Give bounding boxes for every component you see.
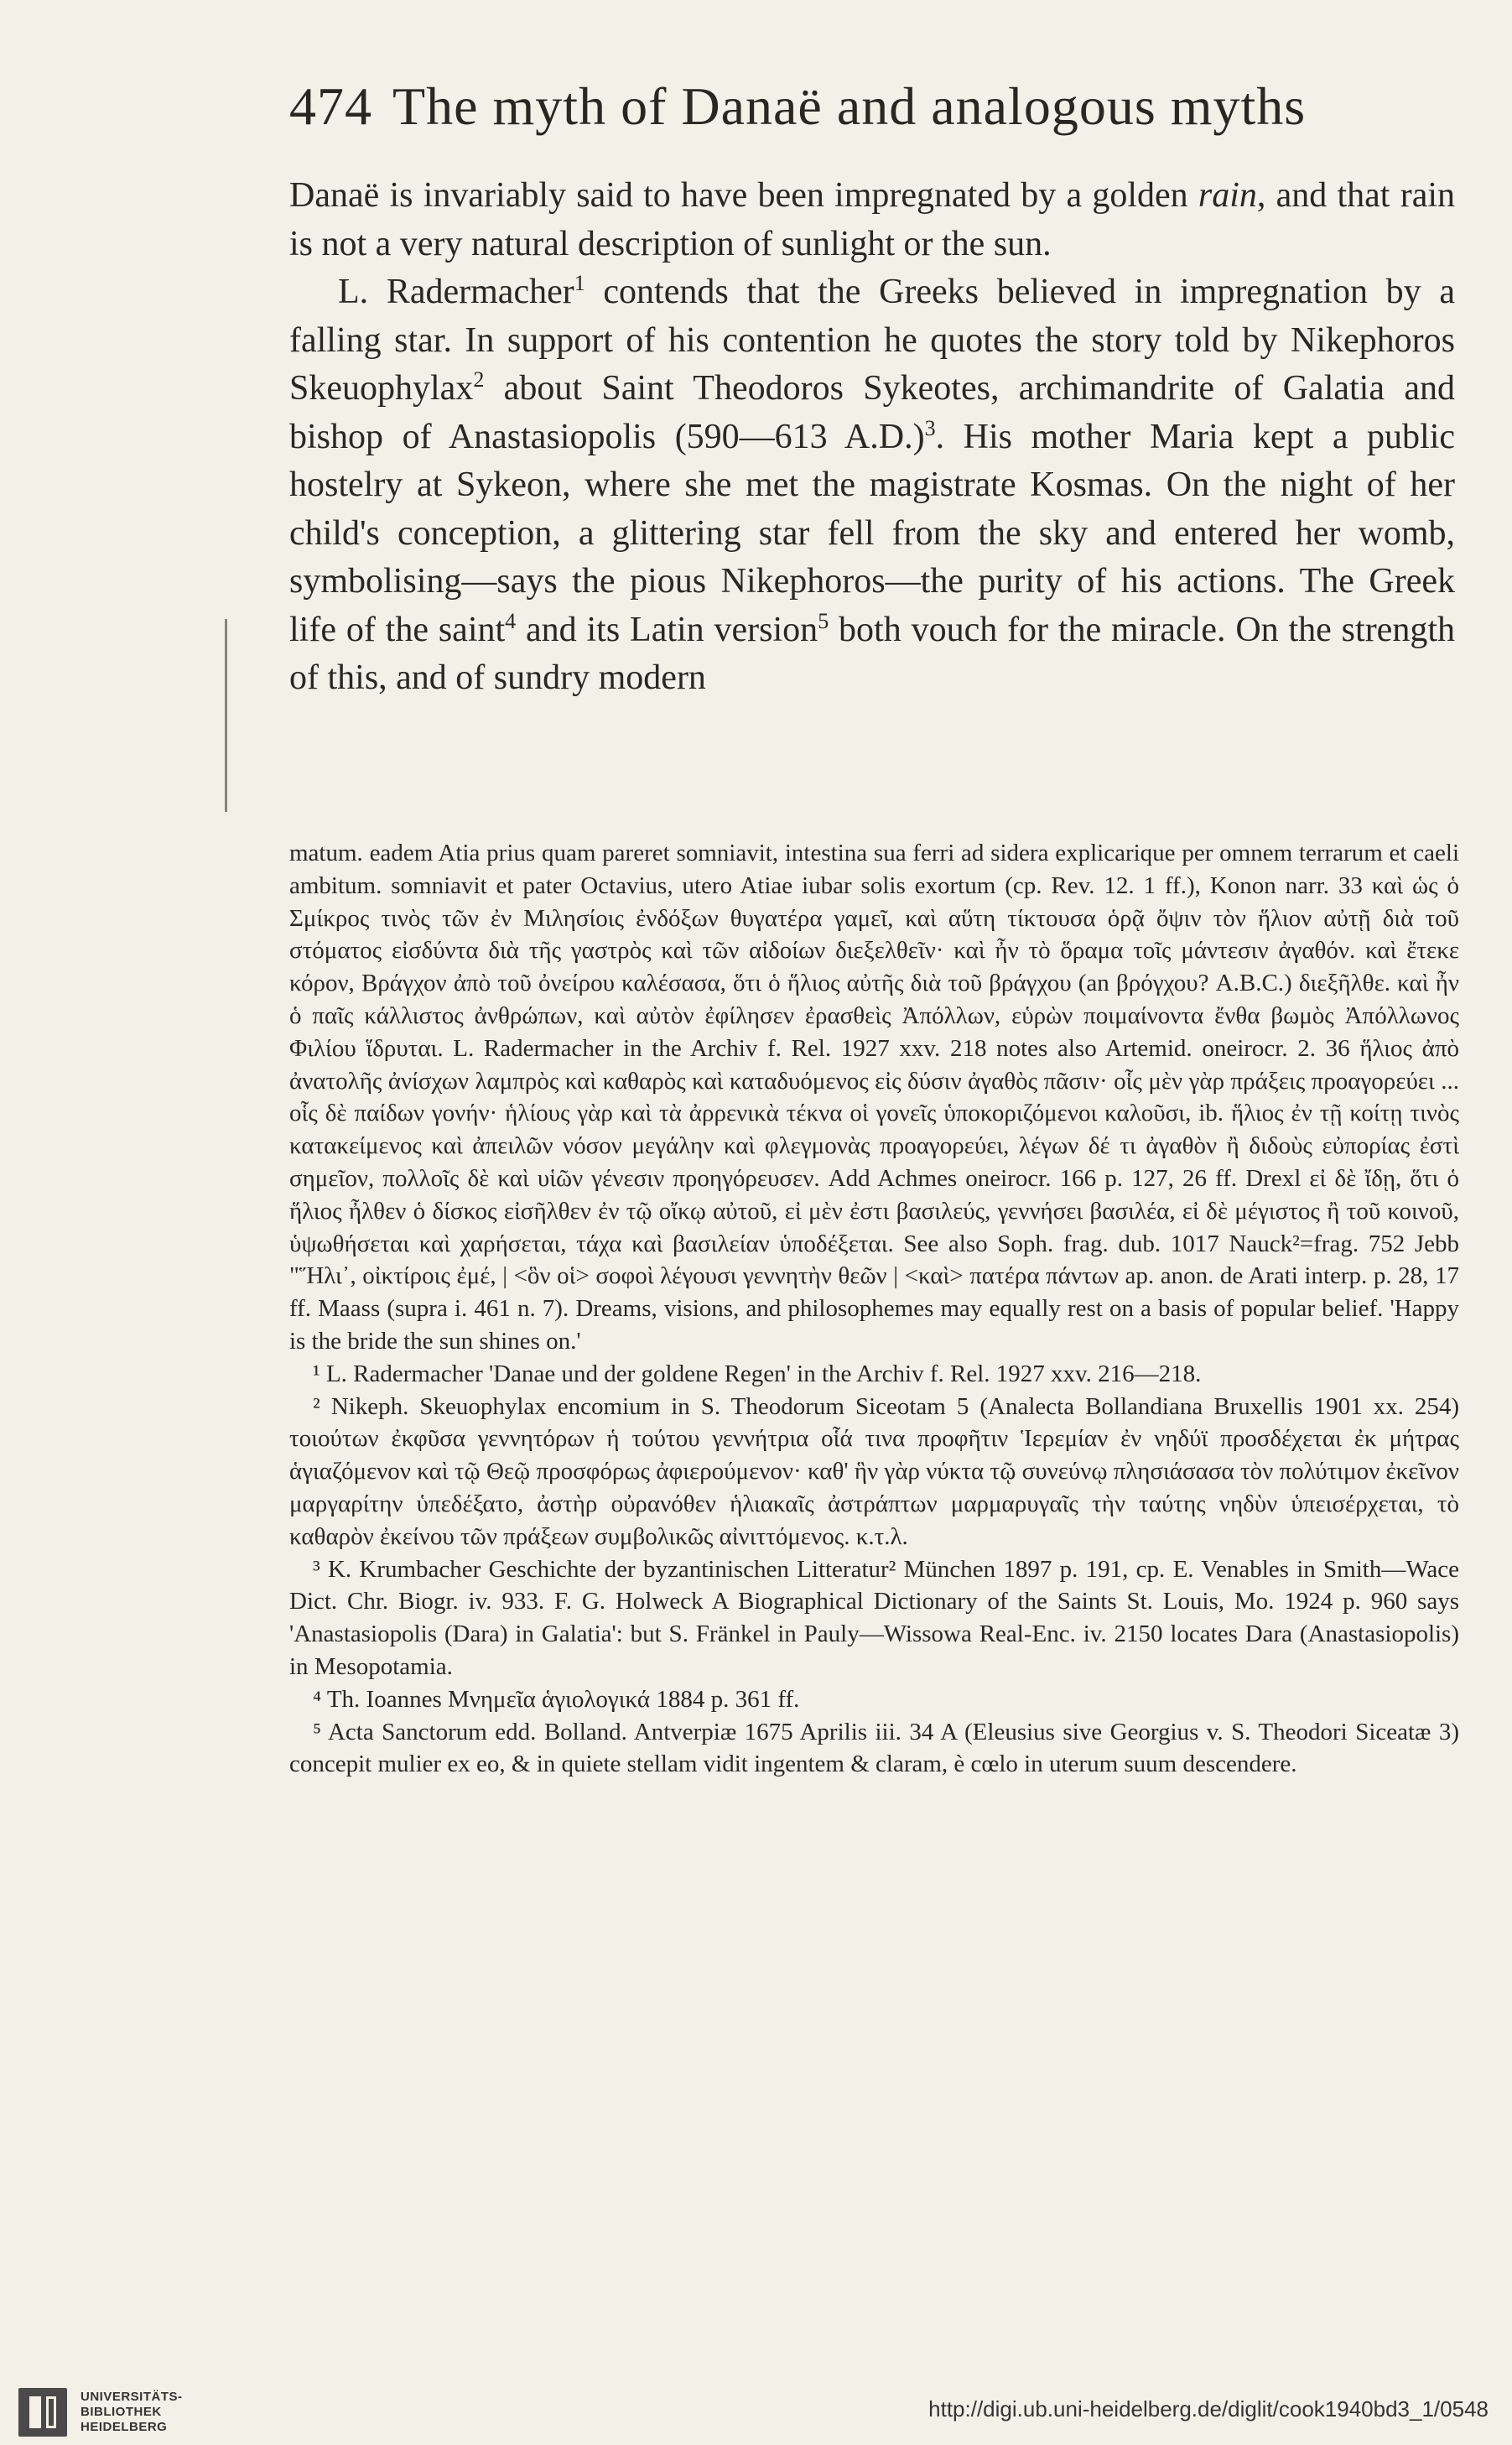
- text-run: Danaë is invariably said to have been impregnated by a golden: [289, 176, 1198, 215]
- text-run: and its Latin version: [516, 610, 818, 649]
- text-run: , and that rain is not a very natural description of sunlight or the sun.: [289, 176, 1456, 263]
- footnotes: [289, 837, 1459, 1781]
- text-run: both vouch for the miracle. On the strength of this, and of sundry modern: [289, 610, 1455, 697]
- text-run: about Saint Theodoros Sykeotes, archimandrite of Galatia and bishop of Anastasiopolis (590—613 A.D.): [289, 369, 1455, 456]
- margin-mark: [225, 619, 227, 812]
- footnote-ref-1: 1: [574, 271, 585, 295]
- footnote-ref-2: 2: [473, 367, 485, 392]
- footnote-ref-4: 4: [505, 608, 517, 633]
- footnote-3: ³ K. Krumbacher Geschichte der byzantinischen Litteratur² München 1897 p. 191, cp. E. Venables in Smith—Wace Dict. Chr. Biogr. iv. 933. F. G. Holweck A Biographical Dictionary of the Saints St. Louis, Mo. 1924 p. 960 says 'Anastasiopolis (Dara) in Galatia': but S. Fränkel in Pauly—Wissowa Real-Enc. iv. 2150 locates Dara (Anastasiopolis) in Mesopotamia.: [289, 1555, 1459, 1680]
- footnote-ref-5: 5: [818, 608, 829, 633]
- library-name-line: BIBLIOTHEK: [81, 2405, 162, 2419]
- text-run: contends that the Greeks believed in impregnation by a falling star. In support of his contention he quotes the story told by Nikephoros Skeuophylax: [289, 273, 1455, 408]
- library-name-line: HEIDELBERG: [81, 2420, 168, 2434]
- page-number: 474: [289, 76, 372, 136]
- university-library-logo-icon: [18, 2388, 67, 2437]
- footnote-continuation: matum. eadem Atia prius quam pareret somniavit, intestina sua ferri ad sidera explicarique per omnem terrarum et caeli ambitum. somniavit et pater Octavius, utero Atiae iubar solis exortum (cp. Rev. 12. 1 ff.), Konon narr. 33 καὶ ὡς ὁ Σμίκρος τινὸς τῶν ἐν Μιλησίοις ἐνδόξων θυγατέρα γαμεῖ, καὶ αὕτη τίκτουσα ὁρᾷ ὄψιν τὸν ἥλιον αὐτῇ διὰ τοῦ στόματος εἰσδύντα διὰ τῆς γαστρὸς καὶ τῶν αἰδοίων διεξελθεῖν· καὶ ἦν τὸ ὅραμα τοῖς μάντεσιν ἀγαθόν. καὶ ἔτεκε κόρον, Βράγχον ἀπὸ τοῦ ὀνείρου καλέσασα, ὅτι ὁ ἥλιος αὐτῆς διὰ τοῦ βράγχου (an βρόγχου? A.B.C.) διεξῆλθε. καὶ ἦν ὁ παῖς κάλλιστος ἀνθρώπων, καὶ αὐτὸν ἐφίλησεν ἐρασθεὶς Ἀπόλλων, εὑρὼν ποιμαίνοντα ἔνθα βωμὸς Ἀπόλλωνος Φιλίου ἵδρυται. L. Radermacher in the Archiv f. Rel. 1927 xxv. 218 notes also Artemid. oneirocr. 2. 36 ἥλιος ἀπὸ ἀνατολῆς ἀνίσχων λαμπρὸς καὶ καθαρὸς καὶ καταδυόμενος εἰς δύσιν ἀγαθὸς πᾶσιν· οἷς μὲν γὰρ πράξεις προαγορεύει ... οἷς δὲ παίδων γονήν· ἡλίους γὰρ καὶ τὰ ἀρρενικὰ τέκνα οἱ γονεῖς ὑποκοριζόμενοι καλοῦσι, ib. ἥλιος ἐν τῇ κοίτῃ τινὸς κατακείμενος καὶ ἀπειλῶν νόσον μεγάλην καὶ φλεγμονὰς προαγορεύει, λέγων δέ τι ἀγαθὸν ἢ διδοὺς εὐπορίας ἐστὶ σημεῖον, πολλοῖς δὲ καὶ υἱῶν γένεσιν προηγόρευσεν. Add Achmes oneirocr. 166 p. 127, 26 ff. Drexl εἰ δὲ ἴδῃ, ὅτι ὁ ἥλιος ἦλθεν ὁ δίσκος εἰσῆλθεν ἐν τῷ οἴκῳ αὐτοῦ, εἰ μὲν ἐστι βασιλεύς, γεννήσει βασιλέα, εἰ δὲ μέγιστος ἢ τοῦ κοινοῦ, ὑψωθήσεται καὶ χαρήσεται, τάχα καὶ βασιλείαν ὑποδέξεται. See also Soph. frag. dub. 1017 Nauck²=frag. 752 Jebb "Ἥλι᾽, οἰκτίροις ἐμέ, | <ὃν οἱ> σοφοὶ λέγουσι γεννητὴν θεῶν | <καὶ> πατέρα πάντων ap. anon. de Arati interp. p. 28, 17 ff. Maass (supra i. 461 n. 7). Dreams, visions, and philosophemes may equally rest on a basis of popular belief. 'Happy is the bride the sun shines on.': [289, 840, 1459, 1355]
- footnote-2: ² Nikeph. Skeuophylax encomium in S. Theodorum Siceotam 5 (Analecta Bollandiana Bruxellis 1901 xx. 254) τοιούτων ἐκφῦσα γεννητόρων ἡ τούτου γεννήτρια οἷά τινα προφῆτιν Ἱερεμίαν ἐν νηδύϊ προσδέχεται ἐκ μήτρας ἁγιαζόμενον καὶ τῷ Θεῷ προσφόρως ἀφιερούμενον· καθ' ἣν γὰρ νύκτα τῷ συνεύνῳ πλησιάσασα τὸν πολύτιμον ἐκεῖνον μαργαρίτην ὑπεδέξατο, ἀστὴρ οὐρανόθεν ἡλιακαῖς ἀστράπτων μαρμαρυγαῖς τὴν ταύτης νηδὺν ὑπεισέρχεται, τὸ καθαρὸν ἐκείνου τῶν πράξεων συμβολικῶς αἰνιττόμενος. κ.τ.λ.: [289, 1392, 1459, 1550]
- paragraph-1: [289, 172, 1455, 268]
- source-url-link[interactable]: http://digi.ub.uni-heidelberg.de/diglit/cook1940bd3_1/0548: [928, 2396, 1489, 2422]
- footnote-5: ⁵ Acta Sanctorum edd. Bolland. Antverpiæ 1675 Aprilis iii. 34 A (Eleusius sive Georgius v. S. Theodori Siceatæ 3) concepit mulier ex eo, & in quiete stellam vidit ingentem & claram, è cœlo in uterum suum descendere.: [289, 1718, 1459, 1778]
- body-text: [289, 172, 1455, 703]
- footnote-1: ¹ L. Radermacher 'Danae und der goldene Regen' in the Archiv f. Rel. 1927 xxv. 216—218.: [313, 1360, 1202, 1387]
- running-head: [289, 75, 1463, 138]
- library-name-line: UNIVERSITÄTS-: [81, 2390, 183, 2404]
- library-footer: [0, 2378, 352, 2445]
- paragraph-2: [289, 268, 1455, 703]
- footnote-ref-3: 3: [924, 415, 936, 440]
- emphasis-rain: rain: [1198, 176, 1257, 215]
- footnote-4: ⁴ Th. Ioannes Μνημεῖα ἁγιολογικά 1884 p. 361 ff.: [313, 1685, 800, 1713]
- text-run: L. Radermacher: [338, 273, 574, 311]
- page-title: The myth of Danaë and analogous myths: [392, 76, 1307, 136]
- text-run: . His mother Maria kept a public hostelry at Sykeon, where she met the magistrate Kosmas. On the night of her child's conception, a glittering star fell from the sky and entered her womb, symbolising—says the pious Nikephoros—the purity of his actions. The Greek life of the saint: [289, 417, 1456, 649]
- library-name: [81, 2390, 183, 2435]
